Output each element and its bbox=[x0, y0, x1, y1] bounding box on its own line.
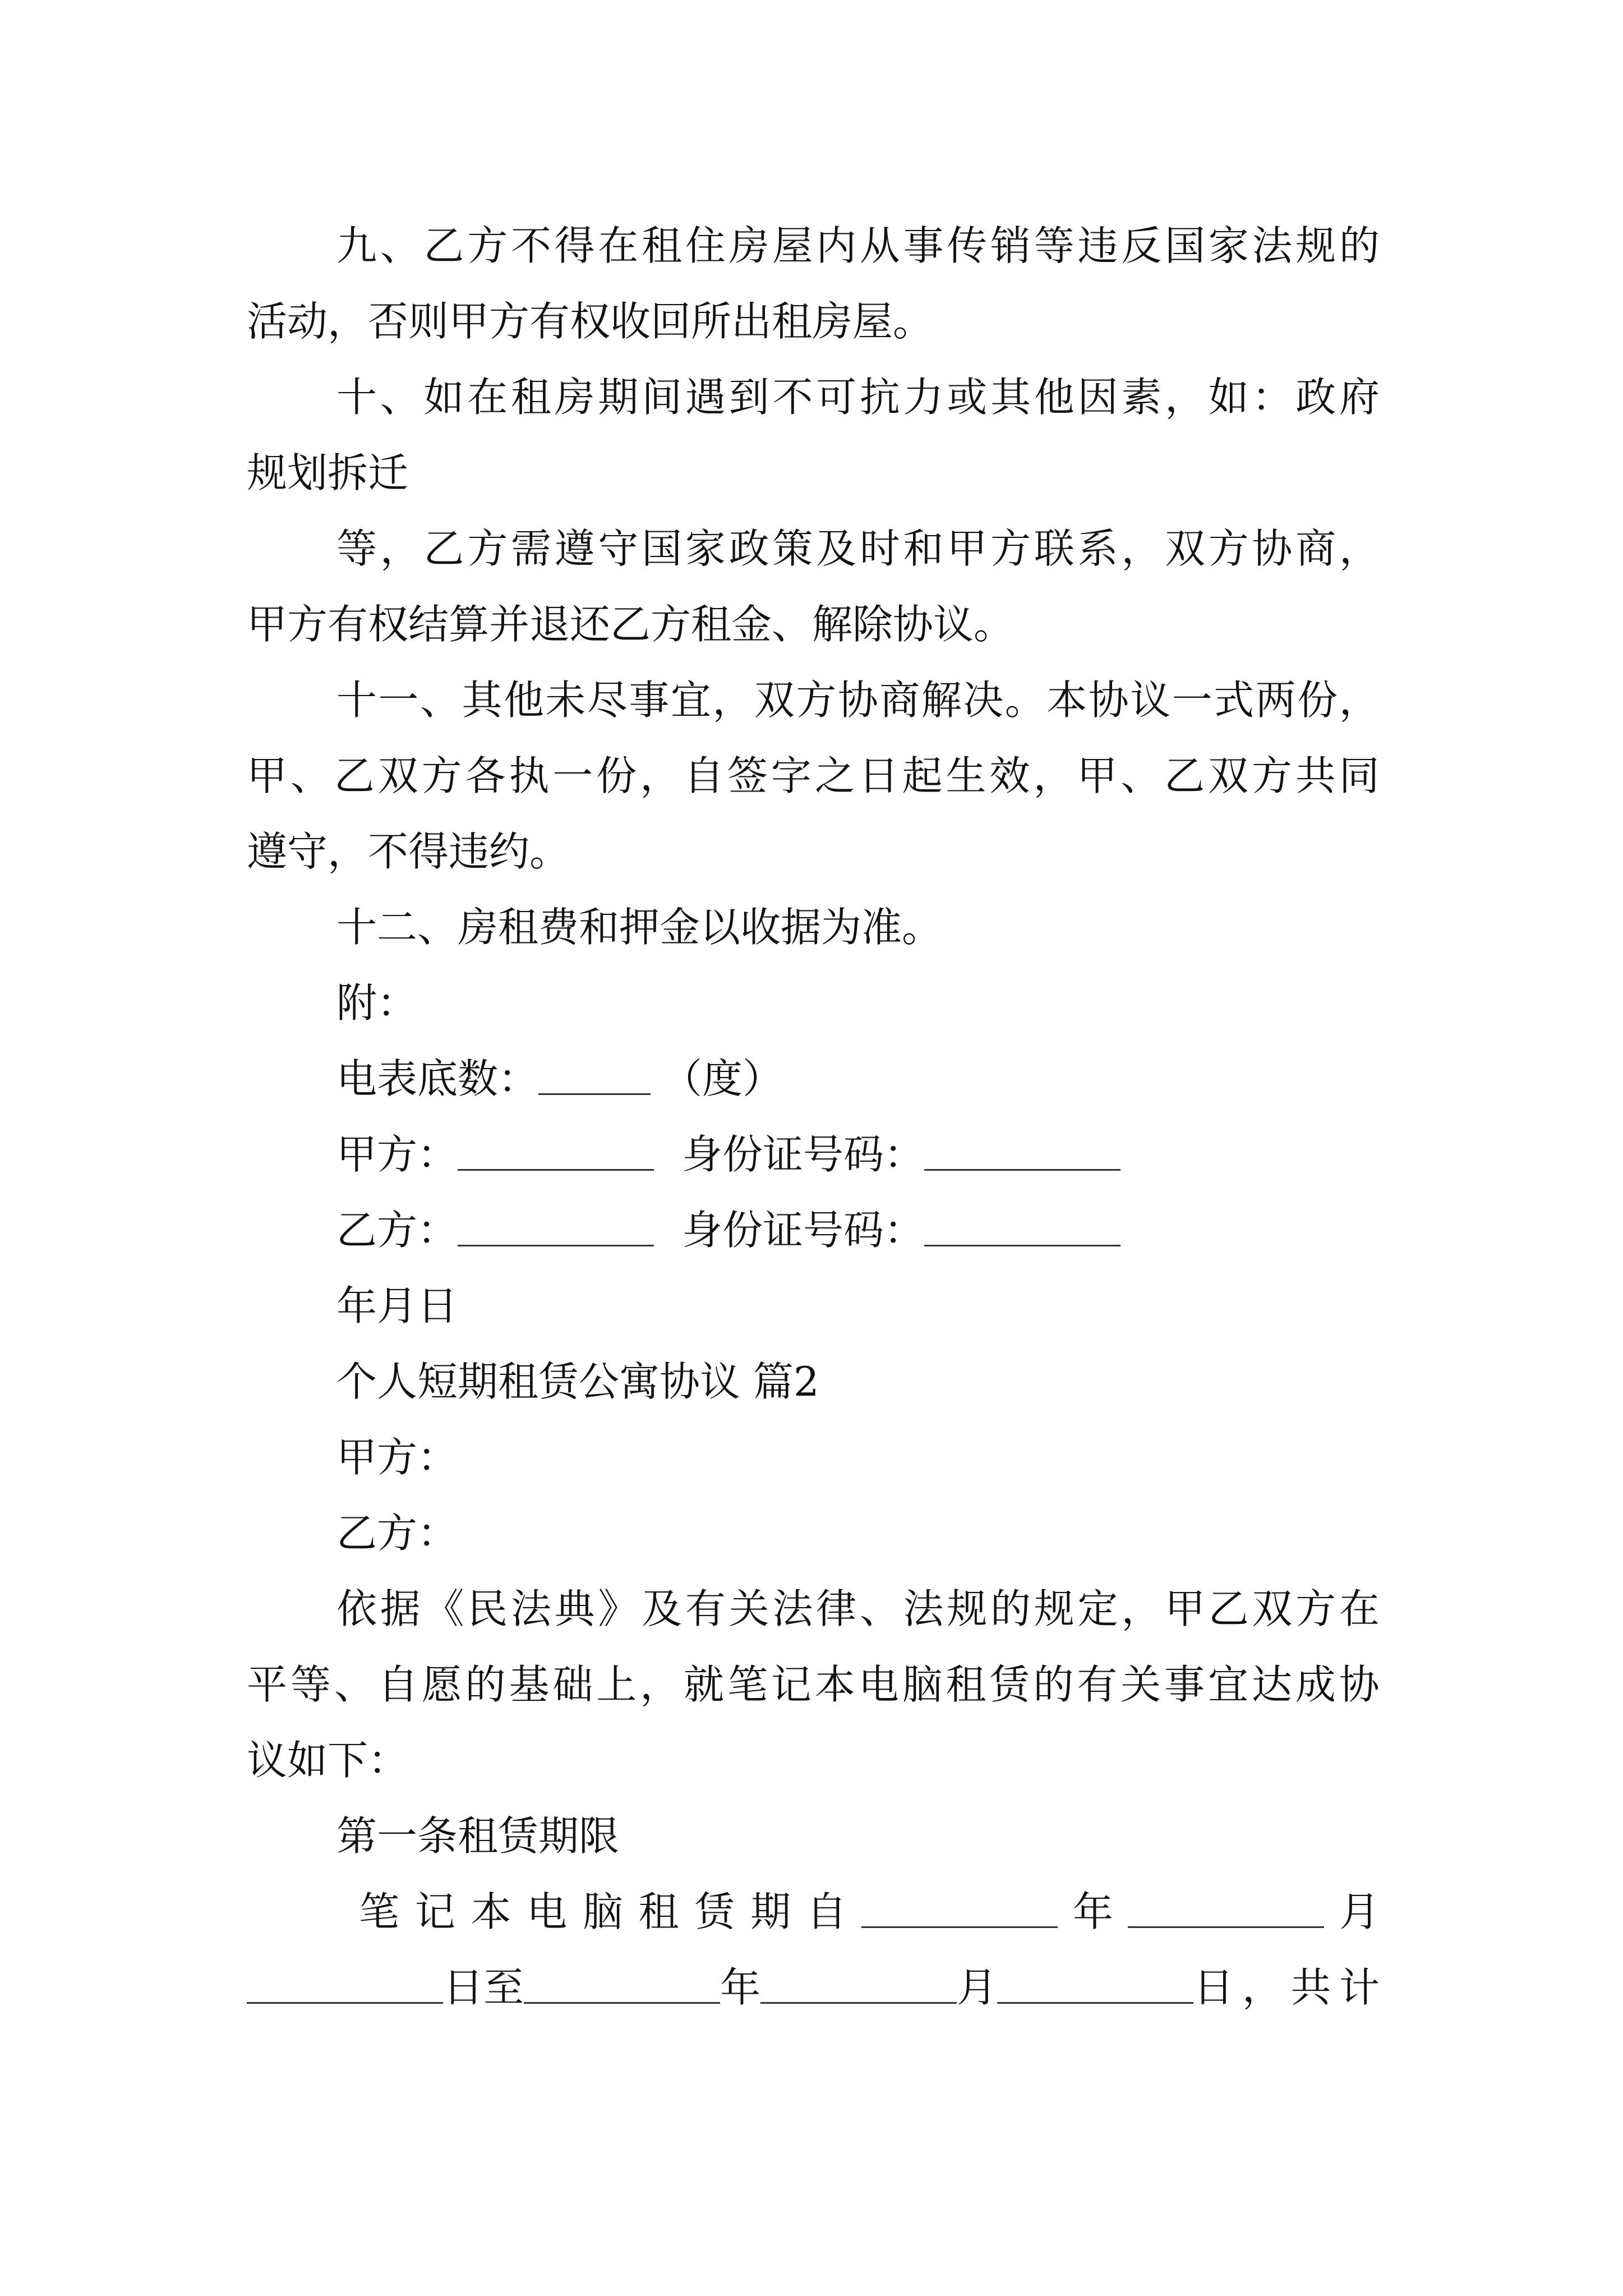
clause-12: 十二、房租费和押金以收据为准。 bbox=[336, 904, 943, 951]
clause-10b-line-2: 甲方有权结算并退还乙方租金、解除协议。 bbox=[247, 601, 1015, 648]
intro-line-2: 平 等 、 自 愿 的 基 础 上 ， 就 笔 记 本 电 脑 租 赁 的 有 关 事 宜 达 成 协 bbox=[247, 1661, 1380, 1708]
end-day-blank[interactable] bbox=[997, 1961, 1193, 2004]
meter-reading-row bbox=[336, 1052, 1380, 1106]
date-line: 年月日 bbox=[336, 1282, 458, 1329]
party-a-row bbox=[336, 1128, 1380, 1181]
lease-term-line-1 bbox=[359, 1885, 1380, 1939]
meter-label: 电表底数： bbox=[336, 1055, 539, 1102]
start-day-blank[interactable] bbox=[247, 1961, 443, 2004]
party-a-2: 甲方： bbox=[336, 1434, 458, 1481]
attachment-label: 附： bbox=[336, 979, 418, 1027]
end-month-blank[interactable] bbox=[760, 1961, 957, 2004]
lease-term-prefix: 笔 记 本 电 脑 租 赁 期 自 bbox=[359, 1888, 847, 1935]
meter-unit: （度） bbox=[662, 1055, 783, 1102]
end-year-label: 年 bbox=[720, 1964, 761, 2011]
clause-9-line-1: 九 、 乙 方 不 得 在 租 住 房 屋 内 从 事 传 销 等 违 反 国 家 法 规 的 bbox=[336, 222, 1380, 269]
clause-10-line-2: 规划拆迁 bbox=[247, 449, 409, 496]
article-1-title: 第一条租赁期限 bbox=[336, 1812, 620, 1860]
party-a-blank[interactable] bbox=[458, 1128, 654, 1171]
clause-10-line-1: 十 、 如 在 租 房 期 间 遇 到 不 可 抗 力 或 其 他 因 素 ， 如 ： 政 府 bbox=[336, 374, 1380, 421]
day-to-label: 日至 bbox=[443, 1964, 524, 2011]
start-month-blank[interactable] bbox=[1128, 1885, 1324, 1928]
end-year-blank[interactable] bbox=[524, 1961, 720, 2004]
party-a-id-label: 身份证号码： bbox=[682, 1131, 925, 1178]
clause-9-line-2: 活动，否则甲方有权收回所出租房屋。 bbox=[247, 298, 934, 345]
start-year-label: 年 bbox=[1072, 1888, 1113, 1935]
clause-11-line-3: 遵守，不得违约。 bbox=[247, 828, 570, 875]
party-b-id-label: 身份证号码： bbox=[682, 1207, 925, 1254]
end-month-label: 月 bbox=[957, 1964, 998, 2011]
lease-term-line-2 bbox=[247, 1961, 1380, 2014]
intro-line-1: 依 据 《 民 法 典 》 及 有 关 法 律 、 法 规 的 规 定 ， 甲 乙 双 方 在 bbox=[336, 1585, 1380, 1632]
party-b-blank[interactable] bbox=[458, 1203, 654, 1246]
party-a-id-blank[interactable] bbox=[924, 1128, 1121, 1171]
start-year-blank[interactable] bbox=[861, 1885, 1058, 1928]
clause-10b-line-1: 等 ， 乙 方 需 遵 守 国 家 政 策 及 时 和 甲 方 联 系 ， 双 方 协 商 ， bbox=[336, 525, 1380, 572]
party-b-row bbox=[336, 1203, 1380, 1257]
meter-blank[interactable] bbox=[538, 1052, 651, 1095]
party-a-label: 甲方： bbox=[336, 1131, 458, 1178]
clause-11-line-1: 十 一 、 其 他 未 尽 事 宜 ， 双 方 协 商 解 决 。 本 协 议 一 式 两 份 ， bbox=[336, 677, 1380, 724]
party-b-id-blank[interactable] bbox=[924, 1203, 1121, 1246]
section-title: 个人短期租赁公寓协议 篇2 bbox=[336, 1358, 819, 1405]
party-b-label: 乙方： bbox=[336, 1207, 458, 1254]
party-b-2: 乙方： bbox=[336, 1510, 458, 1557]
day-total-label: 日 ， 共 计 bbox=[1193, 1964, 1380, 2011]
clause-11-line-2: 甲 、 乙 双 方 各 执 一 份 ， 自 签 字 之 日 起 生 效 ， 甲 、 乙 双 方 共 同 bbox=[247, 752, 1380, 799]
start-month-label: 月 bbox=[1339, 1888, 1380, 1935]
intro-line-3: 议如下： bbox=[247, 1737, 409, 1784]
